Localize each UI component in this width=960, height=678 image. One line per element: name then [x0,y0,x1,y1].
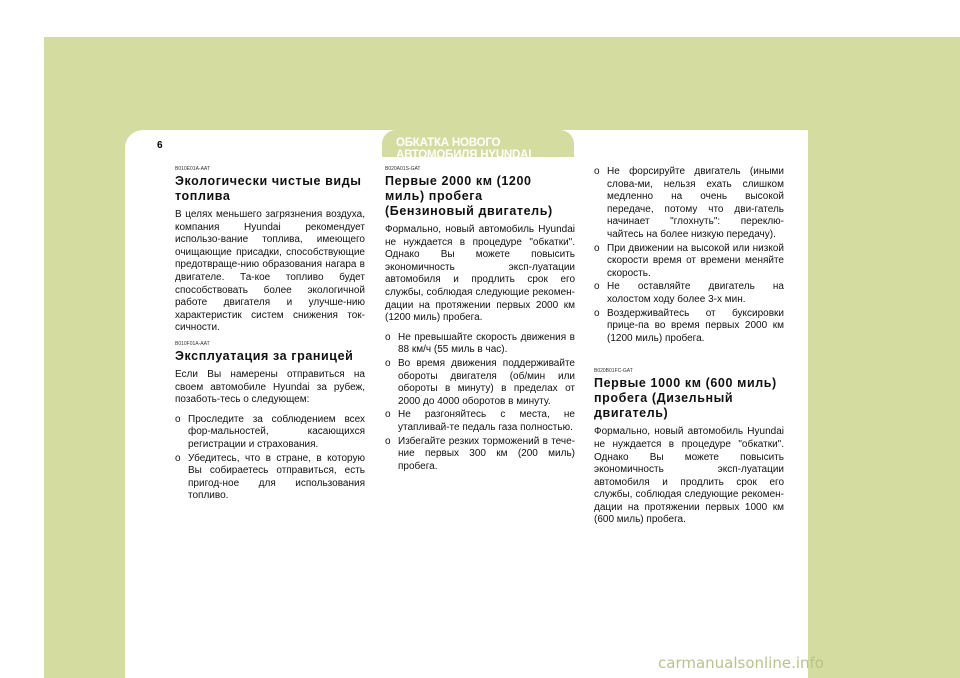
bullet-list [175,414,365,503]
list-item: o Не превышайте скорость движения в 88 км/ч (55 миль в час). [385,331,575,356]
column-2 [385,166,575,474]
section-heading: Первые 1000 км (600 миль) пробега (Дизельный двигатель) [594,376,777,421]
section-code: B010E01A-AAT [175,166,210,172]
section-tab-title: ОБКАТКА НОВОГО АВТОМОБИЛЯ HYUNDAI [396,137,532,161]
section-paragraph: Формально, новый автомобиль Hyundai не нуждается в процедуре "обкатки". Однако Вы можете повысить экономичность эксп-луатации автомобиля и продлить срок его службы, соблюдая следующие рекомен-дации на протяжении первых 2000 км (1200 миль) пробега. [385,224,575,324]
list-item: o При движении на высокой или низкой скорости время от времени меняйте скорость. [594,242,784,279]
chapter-title: ХАРАКТЕРИСТИКИ АВТОМОБИЛЯ HYUNDAI [125,16,324,26]
column-3 [594,166,784,527]
section-heading: Экологически чистые виды топлива [175,174,362,203]
list-item: o Не оставляйте двигатель на холостом ходу более 3-х мин. [594,281,784,305]
bullet-icon: o [385,409,391,421]
list-item: o Избегайте резких торможений в тече-ние первых 300 км (200 миль) пробега. [385,435,575,472]
page-number: 6 [157,140,163,151]
chapter-number: 1 [111,12,122,32]
list-item: o Проследите за соблюдением всех фор-мальностей, касающихся регистрации и страхования. [175,413,365,450]
section-code: B020B01FC-GAT [594,368,633,375]
bullet-icon: o [385,357,391,369]
bullet-icon: o [175,452,181,464]
bullet-icon: o [594,307,600,319]
bullet-icon: o [594,166,600,177]
list-item: o Воздерживайтесь от буксировки прице-па во время первых 2000 км (1200 миль) пробега. [594,307,784,344]
list-item: o Не форсируйте двигатель (иными слова-ми, нельзя ехать слишком медленно на очень высокой передаче, потому что дви-гатель начинает "глохнуть": переклю-чайтесь на более низкую передачу). [594,166,784,240]
section-heading: Первые 2000 км (1200 миль) пробега (Бензиновый двигатель) [385,174,553,218]
section-paragraph: Если Вы намерены отправиться на своем автомобиле Hyundai за рубеж, позаботь-тесь о следующем: [175,368,365,406]
watermark-text: carmanualsonline.info [658,654,824,672]
list-item: o Убедитесь, что в стране, в которую Вы собираетесь отправиться, есть пригод-ное для использования топливо. [175,452,365,502]
list-item: o Во время движения поддерживайте обороты двигателя (об/мин или обороты в минуту) в пределах от 2000 до 4000 оборотов в минуту. [385,357,575,407]
section-paragraph: Формально, новый автомобиль Hyundai не нуждается в процедуре "обкатки". Однако Вы можете повысить экономичность эксп-луатации автомобиля и продлить срок его службы, соблюдая следующие рекомен-дации на протяжении первых 1000 км (600 миль) пробега. [594,426,784,526]
page-header [44,94,960,134]
section-paragraph: В целях меньшего загрязнения воздуха, компания Hyundai рекомендует использо-вание топлива, имеющего очищающие присадки, способствующие предотвраще-нию образования нагара в двигателе. Та-кое топливо будет способствовать более экологичной работе двигателя и улучше-нию характеристик систем снижения ток-сичности. [175,209,365,334]
section-code: B010F01A-AAT [175,340,210,347]
bullet-list [594,166,784,345]
bullet-list [385,332,575,474]
bullet-icon: o [385,435,391,447]
bullet-icon: o [175,413,181,425]
section-heading: Эксплуатация за границей [175,348,354,363]
bullet-icon: o [594,281,600,293]
bullet-icon: o [594,242,600,254]
section-code: B020A01S-GAT [385,166,421,172]
column-1 [175,166,365,504]
bullet-icon: o [385,331,391,343]
list-item: o Не разгоняйтесь с места, не утапливай-те педаль газа полностью. [385,409,575,433]
